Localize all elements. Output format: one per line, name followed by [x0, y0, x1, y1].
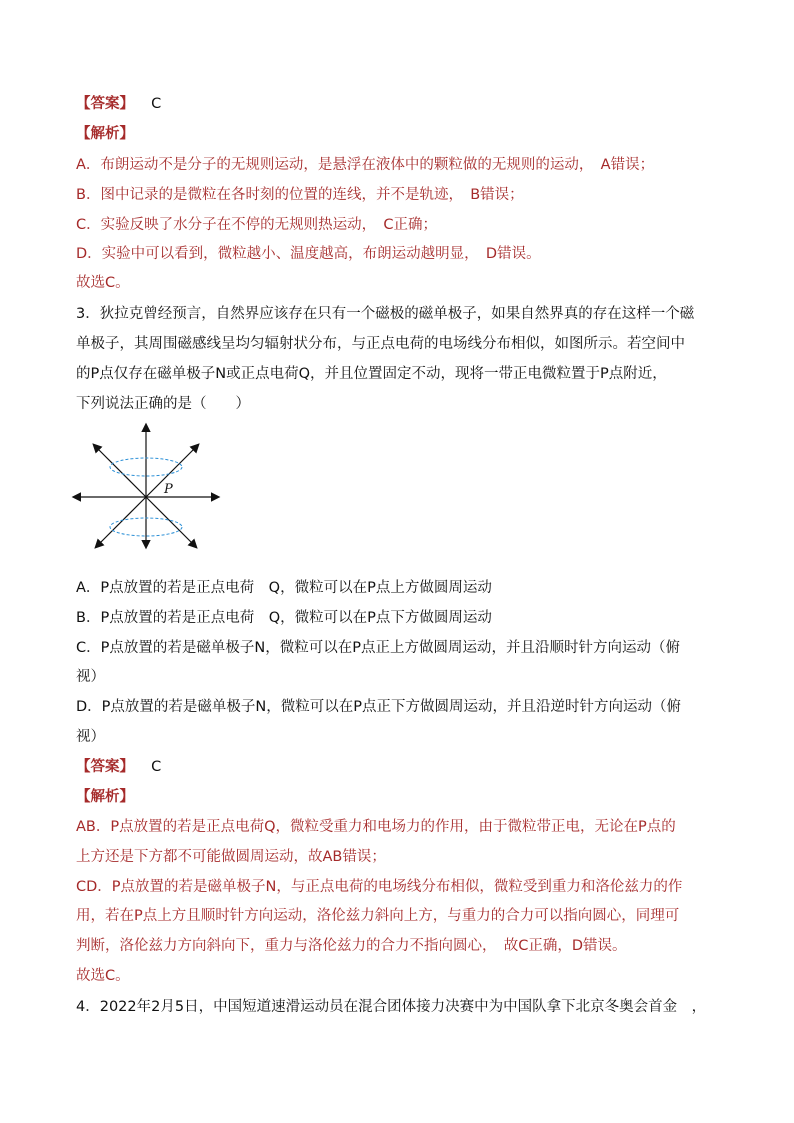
- analysis-line: 判断，洛伦兹力方向斜向下，重力与洛伦兹力的合力不指向圆心， 故C正确，D错误。: [76, 938, 627, 954]
- analysis-line: B．图中记录的是微粒在各时刻的位置的连线，并不是轨迹， B错误；: [76, 187, 524, 203]
- option-c: C．P点放置的若是磁单极子N，微粒可以在P点正上方做圆周运动，并且沿顺时针方向运动（俯: [76, 640, 680, 656]
- question-stem-line: 单极子，其周围磁感线呈均匀辐射状分布，与正点电荷的电场线分布相似，如图所示。若空间中: [76, 336, 685, 352]
- option-d: D．P点放置的若是磁单极子N，微粒可以在P点正下方做圆周运动，并且沿逆时针方向运动（俯: [76, 699, 681, 715]
- analysis-line: 上方还是下方都不可能做圆周运动，故AB错误；: [76, 849, 386, 865]
- option-b: B．P点放置的若是正点电荷 Q，微粒可以在P点下方做圆周运动: [76, 610, 492, 626]
- analysis-line: D．实验中可以看到，微粒越小、温度越高，布朗运动越明显， D错误。: [76, 246, 541, 262]
- option-c-cont: 视）: [76, 669, 105, 685]
- answer-value: C: [151, 759, 162, 775]
- question-stem-line: 4．2022年2月5日，中国短道速滑运动员在混合团体接力决赛中为中国队拿下北京冬奥会首金 ，: [76, 999, 707, 1015]
- analysis-tag-q3: 【解析】: [76, 789, 134, 805]
- analysis-tag-q2: 【解析】: [76, 126, 134, 142]
- analysis-line: 故选C。: [76, 968, 130, 984]
- answer-tag: 【答案】: [76, 96, 134, 112]
- analysis-line: 用，若在P点上方且顺时针方向运动，洛伦兹力斜向上方，与重力的合力可以指向圆心，同理可: [76, 908, 680, 924]
- question-stem-line: 下列说法正确的是（ ）: [76, 396, 250, 412]
- analysis-line: A．布朗运动不是分子的无规则运动，是悬浮在液体中的颗粒做的无规则的运动， A错误；: [76, 157, 655, 173]
- question-stem-line: 3．狄拉克曾经预言，自然界应该存在只有一个磁极的磁单极子，如果自然界真的存在这样一个磁: [76, 306, 695, 322]
- question-stem-line: 的P点仅存在磁单极子N或正点电荷Q，并且位置固定不动，现将一带正电微粒置于P点附近，: [76, 366, 667, 382]
- answer-tag: 【答案】: [76, 759, 134, 775]
- answer-row-q2: [76, 94, 161, 114]
- point-p-label: P: [164, 482, 173, 497]
- answer-row-q3: [76, 757, 161, 777]
- analysis-line: C．实验反映了水分子在不停的无规则热运动， C正确；: [76, 217, 437, 233]
- field-lines: [74, 425, 218, 547]
- analysis-line: CD．P点放置的若是磁单极子N，与正点电荷的电场线分布相似，微粒受到重力和洛伦兹力的作: [76, 879, 683, 895]
- option-d-cont: 视）: [76, 729, 105, 745]
- option-a: A．P点放置的若是正点电荷 Q，微粒可以在P点上方做圆周运动: [76, 580, 492, 596]
- analysis-line: 故选C。: [76, 275, 130, 291]
- answer-value: C: [151, 96, 162, 112]
- radial-field-diagram: [70, 421, 222, 551]
- analysis-line: AB．P点放置的若是正点电荷Q，微粒受重力和电场力的作用，由于微粒带正电，无论在P点的: [76, 819, 676, 835]
